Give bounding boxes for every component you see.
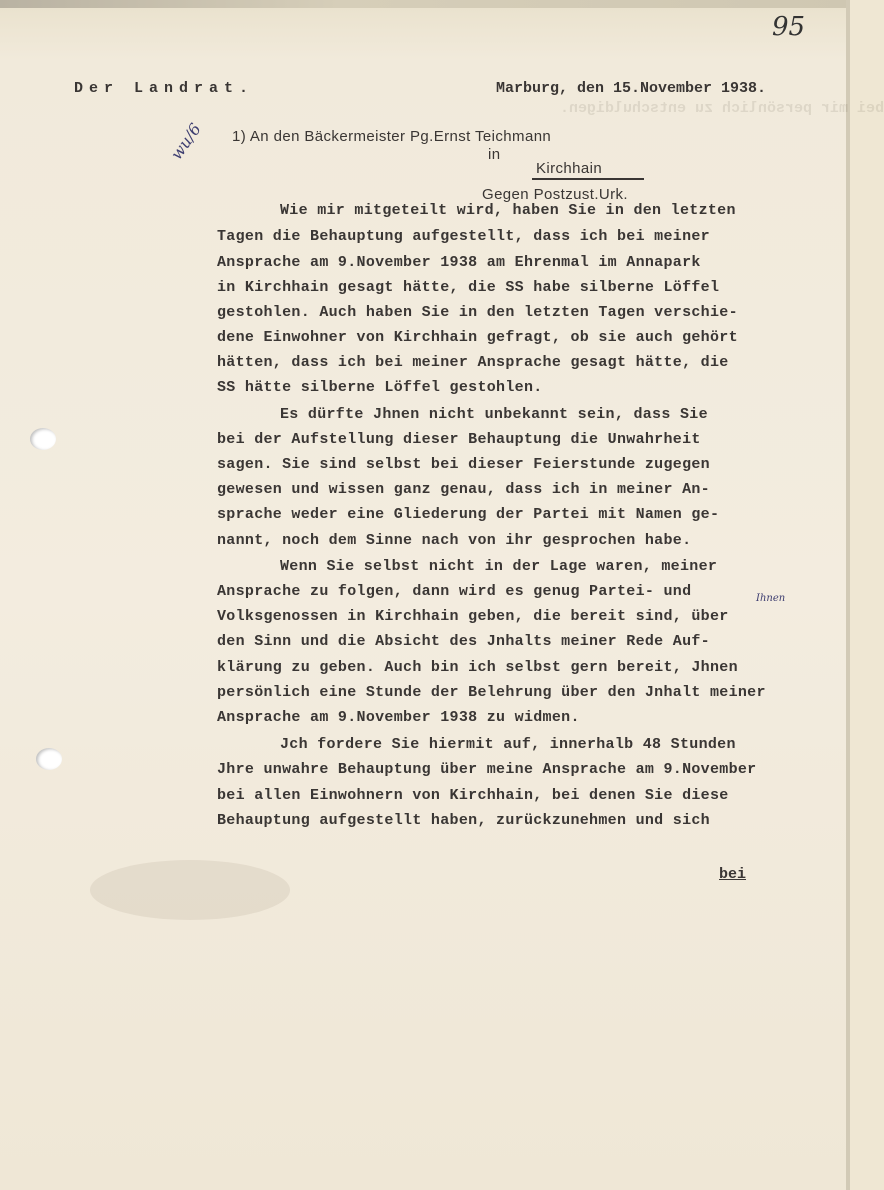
body-line: Jhre unwahre Behauptung über meine Ansprache am 9.November: [217, 761, 757, 778]
body-line: Ansprache am 9.November 1938 am Ehrenmal im Annapark: [217, 254, 701, 271]
address-recipient: 1) An den Bäckermeister Pg.Ernst Teichmann: [232, 128, 552, 145]
body-line: klärung zu geben. Auch bin ich selbst gern bereit, Jhnen: [217, 659, 738, 676]
place-date: Marburg, den 15.November 1938.: [496, 80, 767, 97]
paper-top-edge: [0, 0, 850, 8]
body-line: Es dürfte Jhnen nicht unbekannt sein, dass Sie: [280, 406, 708, 423]
body-line: sprache weder eine Gliederung der Partei mit Namen ge-: [217, 506, 720, 523]
paper-right-edge: [846, 0, 850, 1190]
body-line: Volksgenossen in Kirchhain geben, die bereit sind, über: [217, 608, 729, 625]
body-line: Ansprache zu folgen, dann wird es genug Partei- und: [217, 583, 692, 600]
body-line: bei allen Einwohnern von Kirchhain, bei denen Sie diese: [217, 787, 729, 804]
address-in: in: [488, 146, 501, 163]
punch-hole-bottom: [36, 748, 62, 770]
body-line: gestohlen. Auch haben Sie in den letzten Tagen verschie-: [217, 304, 738, 321]
body-line: in Kirchhain gesagt hätte, die SS habe silberne Löffel: [217, 279, 720, 296]
body-line: nannt, noch dem Sinne nach von ihr gesprochen habe.: [217, 532, 692, 549]
body-line: hätten, dass ich bei meiner Ansprache gesagt hätte, die: [217, 354, 729, 371]
body-line: SS hätte silberne Löffel gestohlen.: [217, 379, 543, 396]
body-line: Behauptung aufgestellt haben, zurückzunehmen und sich: [217, 812, 710, 829]
handwritten-correction: Ihnen: [756, 593, 786, 604]
body-line: bei der Aufstellung dieser Behauptung die Unwahrheit: [217, 431, 701, 448]
punch-hole-top: [30, 428, 56, 450]
body-line: persönlich eine Stunde der Belehrung über den Jnhalt meiner: [217, 684, 766, 701]
body-line: Ansprache am 9.November 1938 zu widmen.: [217, 709, 580, 726]
city-underline: [532, 178, 644, 180]
page-continuation: bei: [719, 866, 747, 883]
show-through-text: bei mir persönlich zu entschuldigen.: [560, 100, 884, 117]
paper-stain: [90, 860, 290, 920]
page-number: 95: [772, 12, 806, 42]
body-line: Wie mir mitgeteilt wird, haben Sie in den letzten: [280, 202, 736, 219]
delivery-note: Gegen Postzust.Urk.: [482, 186, 628, 203]
body-line: dene Einwohner von Kirchhain gefragt, ob sie auch gehört: [217, 329, 738, 346]
body-line: Jch fordere Sie hiermit auf, innerhalb 48 Stunden: [280, 736, 736, 753]
body-line: gewesen und wissen ganz genau, dass ich in meiner An-: [217, 481, 710, 498]
body-line: den Sinn und die Absicht des Jnhalts meiner Rede Auf-: [217, 633, 710, 650]
body-line: Wenn Sie selbst nicht in der Lage waren, meiner: [280, 558, 718, 575]
address-city: Kirchhain: [536, 160, 603, 177]
marginal-note: wu/6: [166, 119, 205, 164]
sender-heading: Der Landrat.: [74, 80, 255, 97]
body-line: sagen. Sie sind selbst bei dieser Feierstunde zugegen: [217, 456, 710, 473]
body-line: Tagen die Behauptung aufgestellt, dass ich bei meiner: [217, 228, 710, 245]
